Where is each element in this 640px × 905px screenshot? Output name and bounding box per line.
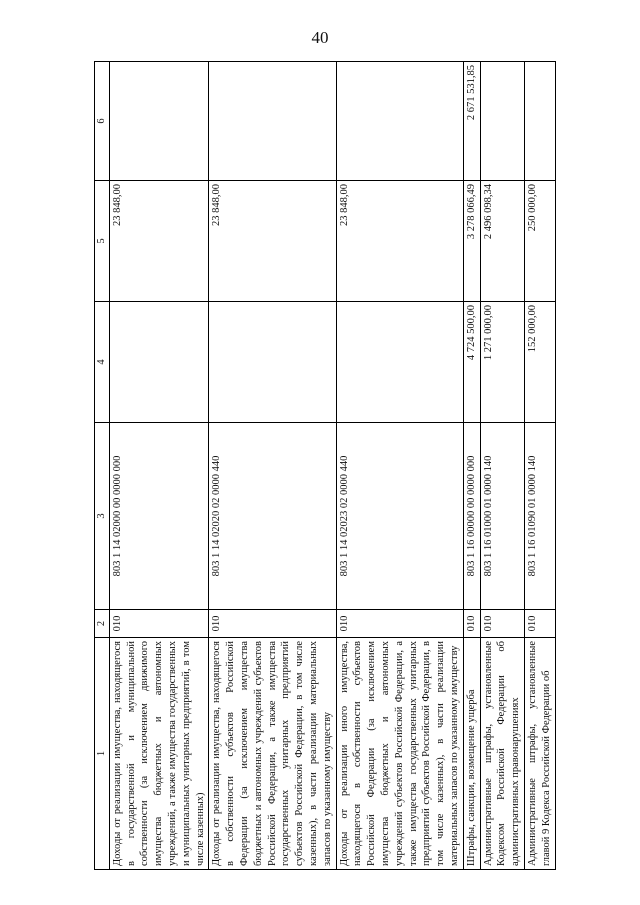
row-budget-code: 803 1 16 01000 01 0000 140 [480,423,524,610]
row-budget-code: 803 1 16 00000 00 0000 000 [463,423,480,610]
row-budget-code: 803 1 14 02000 00 0000 000 [109,423,209,610]
row-line-code: 010 [524,610,555,638]
row-name: Доходы от реализации имущества, находящегося в государственной и муниципальной собственности (за исключением движимого имущества бюджетных и автономных учреждений, а также имущества государственных и муниципальных унитарных предприятий, в том числе казенных) [109,638,209,870]
column-header-6: 6 [95,62,110,181]
table-row [109,62,209,870]
row-value-col5: 23 848,00 [336,181,463,302]
row-value-col6 [209,62,336,181]
row-value-col5: 23 848,00 [109,181,209,302]
row-value-col6: 2 671 531,85 [463,62,480,181]
row-budget-code: 803 1 14 02020 02 0000 440 [209,423,336,610]
row-value-col5: 3 278 066,49 [463,181,480,302]
revenue-table [94,61,556,870]
row-name: Штрафы, санкции, возмещение ущерба [463,638,480,870]
row-value-col5: 23 848,00 [209,181,336,302]
table-row [524,62,555,870]
row-value-col4 [336,302,463,423]
row-line-code: 010 [209,610,336,638]
row-budget-code: 803 1 14 02023 02 0000 440 [336,423,463,610]
row-line-code: 010 [336,610,463,638]
row-name: Административные штрафы, установленные главой 9 Кодекса Российской Федерации об [524,638,555,870]
row-value-col4 [209,302,336,423]
row-value-col4: 152 000,00 [524,302,555,423]
row-value-col6 [524,62,555,181]
row-value-col4: 1 271 000,00 [480,302,524,423]
row-name: Административные штрафы, установленные Кодексом Российской Федерации об административных правонарушениях [480,638,524,870]
row-line-code: 010 [480,610,524,638]
column-header-2: 2 [95,610,110,638]
table-row [480,62,524,870]
table-row [336,62,463,870]
row-line-code: 010 [109,610,209,638]
row-budget-code: 803 1 16 01090 01 0000 140 [524,423,555,610]
row-name: Доходы от реализации имущества, находящегося в собственности субъектов Российской Федерации (за исключением имущества бюджетных и автономных учреждений субъектов Российской Федерации, а также имущества государственных унитарных предприятий субъектов Российской Федерации, в том числе казенных), в части реализации материальных запасов по указанному имуществу [209,638,336,870]
page-number: 40 [311,28,329,47]
column-header-3: 3 [95,423,110,610]
row-value-col5: 250 000,00 [524,181,555,302]
row-value-col6 [109,62,209,181]
row-value-col6 [336,62,463,181]
header-row [95,62,110,870]
column-header-5: 5 [95,181,110,302]
column-header-1: 1 [95,638,110,870]
row-line-code: 010 [463,610,480,638]
row-value-col4: 4 724 500,00 [463,302,480,423]
row-value-col4 [109,302,209,423]
column-header-4: 4 [95,302,110,423]
rotated-table-container [94,62,609,870]
table-row [209,62,336,870]
row-value-col5: 2 496 098,34 [480,181,524,302]
table-row [463,62,480,870]
row-name: Доходы от реализации иного имущества, находящегося в собственности субъектов Российской Федерации (за исключением имущества бюджетных и автономных учреждений субъектов Российской Федерации, а также имущества государственных унитарных предприятий субъектов Российской Федерации, в том числе казенных), в части реализации материальных запасов по указанному имуществу [336,638,463,870]
row-value-col6 [480,62,524,181]
